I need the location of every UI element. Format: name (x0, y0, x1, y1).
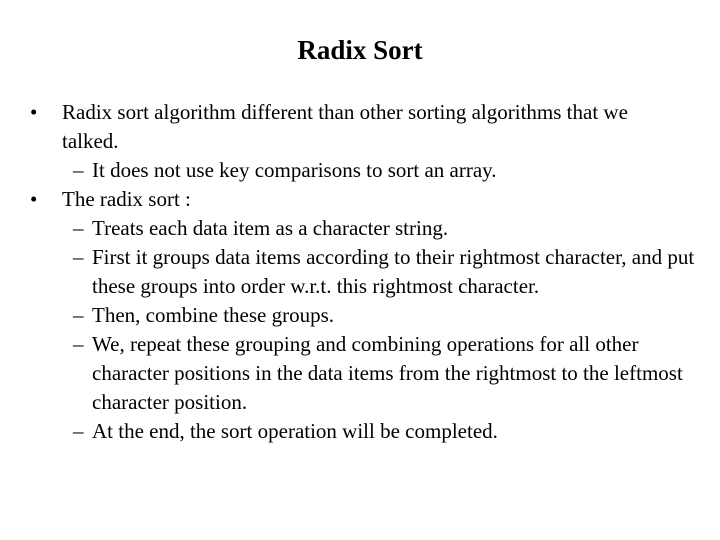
bullet-text: Radix sort algorithm different than other sorting algorithms that we talked. (62, 100, 628, 153)
dash-marker: – (73, 303, 84, 327)
bullet-list (0, 98, 720, 446)
sub-bullet-item (0, 301, 697, 330)
dash-marker: – (73, 332, 84, 356)
sub-bullet-item (0, 417, 697, 446)
dash-marker: – (73, 158, 84, 182)
sub-bullet-text: It does not use key comparisons to sort an array. (92, 158, 497, 182)
sub-bullet-item (0, 330, 697, 417)
dash-marker: – (73, 245, 84, 269)
bullet-item (0, 98, 682, 156)
sub-bullet-text: We, repeat these grouping and combining operations for all other character positions in the data items from the rightmost to the leftmost character position. (92, 332, 683, 414)
slide-title: Radix Sort (297, 35, 423, 65)
bullet-marker: • (30, 187, 38, 211)
dash-marker: – (73, 419, 84, 443)
sub-bullet-item (0, 243, 697, 301)
sub-bullet-text: Then, combine these groups. (92, 303, 335, 327)
bullet-marker: • (30, 100, 38, 124)
dash-marker: – (73, 216, 84, 240)
sub-bullet-text: Treats each data item as a character string. (92, 216, 449, 240)
sub-bullet-text: At the end, the sort operation will be completed. (92, 419, 498, 443)
bullet-item (0, 185, 682, 214)
bullet-text: The radix sort : (62, 187, 191, 211)
sub-bullet-text: First it groups data items according to their rightmost character, and put these groups into order w.r.t. this rightmost character. (92, 245, 695, 298)
sub-bullet-item (0, 214, 697, 243)
sub-bullet-item (0, 156, 697, 185)
